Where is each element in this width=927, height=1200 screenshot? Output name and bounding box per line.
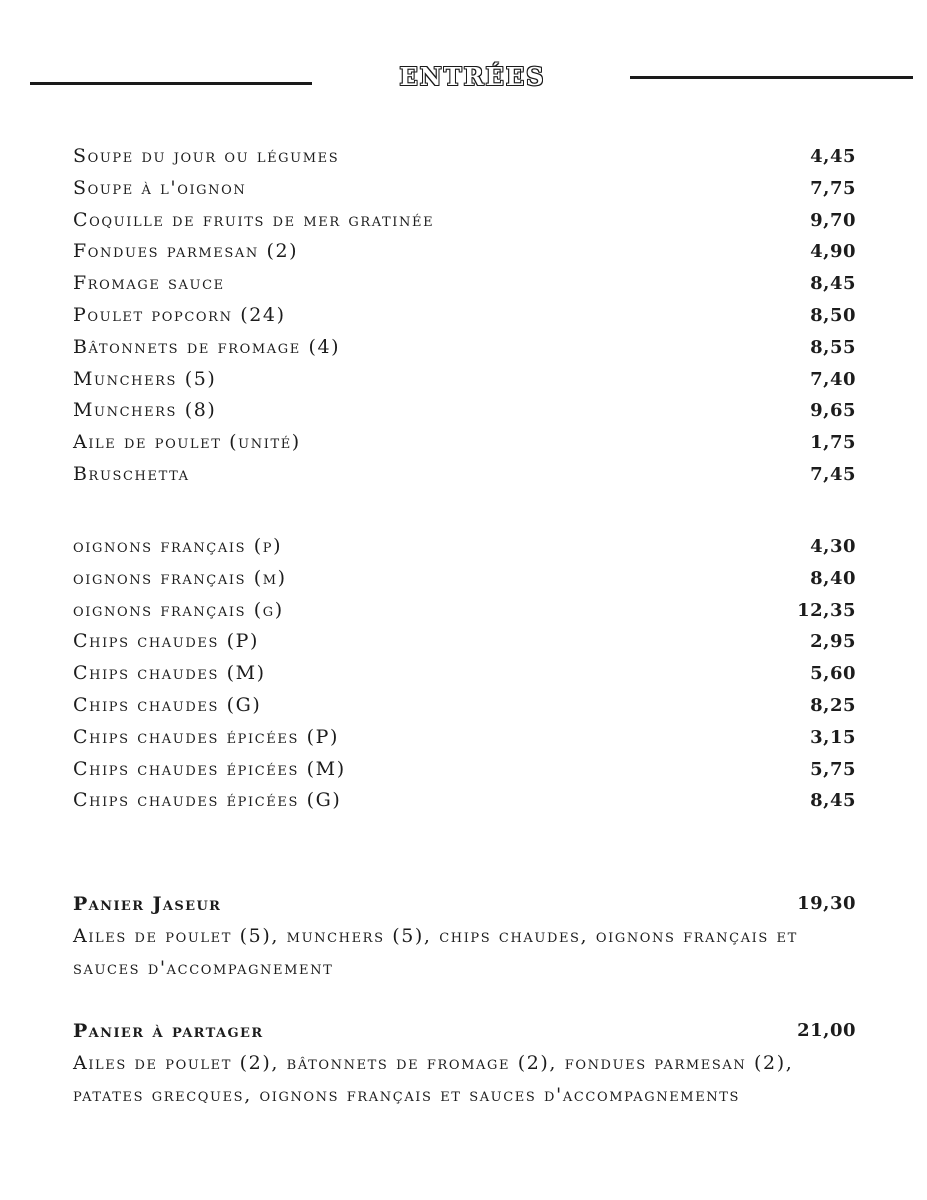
menu-item-price: 9,70: [810, 209, 856, 231]
menu-item-name: Aile de poulet (unité): [73, 431, 301, 454]
menu-group-appetizers: [73, 141, 856, 491]
menu-item-price: 12,35: [797, 599, 856, 621]
menu-item-row: [73, 395, 856, 427]
menu-item-price: 5,60: [810, 663, 856, 685]
menu-item-price: 8,40: [810, 567, 856, 589]
menu-item-price: 7,45: [810, 463, 856, 485]
menu-item-name: Chips chaudes épicées (G): [73, 789, 342, 812]
menu-item-price: 8,45: [810, 790, 856, 812]
menu-item-price: 7,40: [810, 368, 856, 390]
menu-item-row: [73, 205, 856, 237]
menu-item-price: 9,65: [810, 400, 856, 422]
menu-item-row: [73, 364, 856, 396]
menu-item-row: [73, 427, 856, 459]
menu-item-name: Chips chaudes épicées (P): [73, 725, 340, 748]
menu-item-row: [73, 459, 856, 491]
left-divider-rule: [30, 82, 312, 85]
menu-item-name: Chips chaudes épicées (M): [73, 757, 346, 780]
menu-item-name: Munchers (5): [73, 367, 217, 390]
menu-item-row: [73, 626, 856, 658]
right-divider-rule: [630, 76, 913, 79]
menu-item-price: 4,90: [810, 241, 856, 263]
menu-item-price: 2,95: [810, 631, 856, 653]
menu-group-sides: [73, 531, 856, 817]
menu-item-name: Soupe du jour ou légumes: [73, 145, 340, 167]
menu-item-name: Bâtonnets de fromage (4): [73, 335, 341, 358]
menu-item-row: [73, 658, 856, 690]
section-header: [0, 58, 927, 102]
menu-item-row: [73, 268, 856, 300]
combo-item: [73, 888, 856, 984]
menu-item-price: 8,55: [810, 336, 856, 358]
menu-item-price: 8,50: [810, 304, 856, 326]
menu-item-price: 5,75: [810, 758, 856, 780]
menu-item-row: [73, 754, 856, 786]
menu-item-name: Fondues parmesan (2): [73, 240, 299, 263]
menu-item-row: [73, 595, 856, 627]
menu-item-price: 3,15: [810, 726, 856, 748]
combo-price: 19,30: [797, 893, 856, 914]
menu-item-price: 4,45: [810, 146, 856, 167]
menu-item-name: Soupe à l'oignon: [73, 176, 247, 199]
menu-item-name: Chips chaudes (G): [73, 693, 262, 716]
combo-description: Ailes de poulet (2), bâtonnets de fromage (2), fondues parmesan (2), patates grecques, oignons français et sauces d'accompagnements: [73, 1052, 794, 1106]
menu-item-row: [73, 236, 856, 268]
combo-name: Panier Jaseur: [73, 893, 222, 915]
menu-item-price: 8,45: [810, 273, 856, 295]
menu-item-price: 1,75: [810, 432, 856, 454]
menu-item-price: 7,75: [810, 177, 856, 199]
menu-item-row: [73, 563, 856, 595]
combo-item: [73, 1015, 856, 1111]
menu-item-name: Poulet popcorn (24): [73, 303, 286, 326]
menu-item-row: [73, 785, 856, 817]
menu-item-name: Fromage sauce: [73, 272, 225, 295]
section-title: ENTRÉES: [399, 62, 546, 91]
combo-name: Panier à partager: [73, 1020, 264, 1042]
menu-item-row: [73, 141, 856, 173]
menu-item-name: oignons français (p): [73, 535, 283, 557]
menu-item-row: [73, 690, 856, 722]
menu-item-price: 8,25: [810, 694, 856, 716]
menu-item-name: oignons français (m): [73, 566, 287, 589]
combo-description: Ailes de poulet (5), munchers (5), chips chaudes, oignons français et sauces d'accompagnement: [73, 925, 798, 979]
menu-item-name: oignons français (g): [73, 598, 284, 621]
menu-item-name: Chips chaudes (P): [73, 630, 259, 653]
menu-item-row: [73, 173, 856, 205]
menu-item-name: Bruschetta: [73, 462, 190, 485]
menu-item-name: Coquille de fruits de mer gratinée: [73, 208, 435, 231]
menu-item-row: [73, 300, 856, 332]
menu-item-row: [73, 722, 856, 754]
menu-item-price: 4,30: [810, 536, 856, 557]
menu-item-name: Munchers (8): [73, 399, 217, 422]
combo-price: 21,00: [797, 1020, 856, 1041]
menu-item-row: [73, 531, 856, 563]
menu-item-row: [73, 332, 856, 364]
menu-item-name: Chips chaudes (M): [73, 662, 266, 685]
